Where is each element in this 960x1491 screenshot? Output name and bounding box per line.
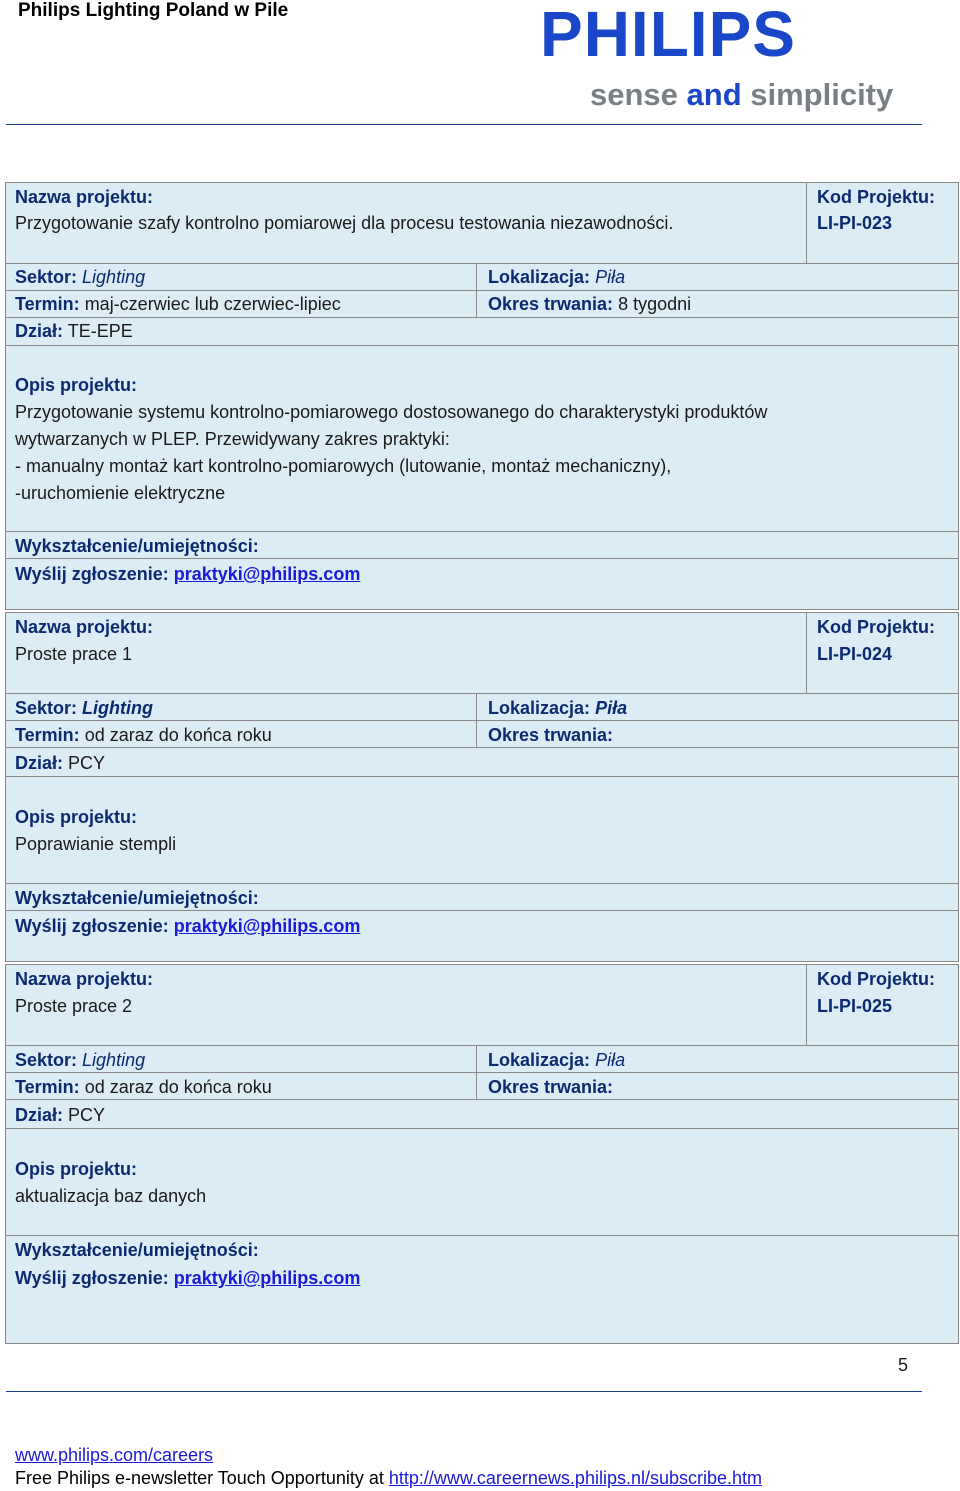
project-name: Proste prace 1: [15, 644, 133, 664]
duration-label: Okres trwania:: [488, 294, 614, 314]
desc-label: Opis projektu:: [15, 375, 138, 395]
dept-label: Dział:: [15, 753, 64, 773]
tagline-and: and: [686, 77, 742, 112]
term-label: Termin:: [15, 294, 80, 314]
desc-line: - manualny montaż kart kontrolno-pomiarowych (lutowanie, montaż mechaniczny),: [15, 456, 672, 476]
header-rule: [6, 124, 922, 125]
sector-label: Sektor:: [15, 1050, 78, 1070]
project-code: LI-PI-025: [817, 996, 893, 1016]
project-name-label: Nazwa projektu:: [15, 617, 154, 637]
location-label: Lokalizacja:: [488, 698, 591, 718]
sector-label: Sektor:: [15, 267, 78, 287]
tagline: [590, 78, 893, 112]
desc-label: Opis projektu:: [15, 807, 138, 827]
duration-label: Okres trwania:: [488, 1077, 614, 1097]
sector-value: Lighting: [82, 1050, 146, 1070]
location-value: Piła: [595, 1050, 626, 1070]
footer-rule: [6, 1391, 922, 1392]
project-card-2: [5, 612, 959, 962]
term-value: od zaraz do końca roku: [84, 1077, 272, 1097]
location-label: Lokalizacja:: [488, 1050, 591, 1070]
project-name-label: Nazwa projektu:: [15, 969, 154, 989]
dept-value: TE-EPE: [67, 321, 133, 341]
project-card-3: [5, 964, 959, 1344]
dept-value: PCY: [68, 1105, 106, 1125]
skills-label: Wykształcenie/umiejętności:: [15, 888, 259, 908]
tagline-part2: simplicity: [741, 77, 894, 112]
page-number: 5: [898, 1355, 909, 1375]
project-card-1: [5, 182, 959, 610]
project-name: Przygotowanie szafy kontrolno pomiarowej dla procesu testowania niezawodności.: [15, 213, 674, 233]
skills-label: Wykształcenie/umiejętności:: [15, 536, 259, 556]
term-value: maj-czerwiec lub czerwiec-lipiec: [84, 294, 341, 314]
dept-label: Dział:: [15, 1105, 64, 1125]
dept-value: PCY: [68, 753, 106, 773]
desc-line: -uruchomienie elektryczne: [15, 483, 226, 503]
project-name-label: Nazwa projektu:: [15, 187, 154, 207]
project-code-label: Kod Projektu:: [817, 617, 936, 637]
desc-label: Opis projektu:: [15, 1159, 138, 1179]
sector-value: Lighting: [82, 698, 154, 718]
sector-value: Lighting: [82, 267, 146, 287]
newsletter-line: [15, 1468, 762, 1489]
skills-label: Wykształcenie/umiejętności:: [15, 1240, 259, 1260]
term-label: Termin:: [15, 1077, 80, 1097]
email-link[interactable]: praktyki@philips.com: [173, 564, 361, 584]
location-value: Piła: [595, 267, 626, 287]
email-link[interactable]: praktyki@philips.com: [173, 916, 361, 936]
project-name: Proste prace 2: [15, 996, 133, 1016]
project-code: LI-PI-023: [817, 213, 893, 233]
desc-line: Przygotowanie systemu kontrolno-pomiarowego dostosowanego do charakterystyki produktów: [15, 402, 768, 422]
desc-line: Poprawianie stempli: [15, 834, 177, 854]
dept-label: Dział:: [15, 321, 64, 341]
duration-label: Okres trwania:: [488, 725, 614, 745]
philips-logo: PHILIPS: [540, 0, 796, 70]
term-value: od zaraz do końca roku: [84, 725, 272, 745]
project-code-label: Kod Projektu:: [817, 969, 936, 989]
term-label: Termin:: [15, 725, 80, 745]
subscribe-link[interactable]: http://www.careernews.philips.nl/subscribe.htm: [388, 1468, 763, 1488]
duration-value: 8 tygodni: [618, 294, 692, 314]
send-label: Wyślij zgłoszenie:: [15, 1268, 169, 1288]
location-value: Piła: [595, 698, 628, 718]
send-label: Wyślij zgłoszenie:: [15, 916, 169, 936]
newsletter-text: Free Philips e-newsletter Touch Opportunity at: [15, 1468, 389, 1488]
project-code-label: Kod Projektu:: [817, 187, 936, 207]
project-code: LI-PI-024: [817, 644, 893, 664]
send-label: Wyślij zgłoszenie:: [15, 564, 169, 584]
location-label: Lokalizacja:: [488, 267, 591, 287]
sector-label: Sektor:: [15, 698, 78, 718]
tagline-part1: sense: [590, 77, 687, 112]
careers-link[interactable]: www.philips.com/careers: [15, 1445, 214, 1465]
email-link[interactable]: praktyki@philips.com: [173, 1268, 361, 1288]
desc-line: wytwarzanych w PLEP. Przewidywany zakres praktyki:: [15, 429, 450, 449]
desc-line: aktualizacja baz danych: [15, 1186, 207, 1206]
company-title: Philips Lighting Poland w Pile: [18, 0, 289, 21]
